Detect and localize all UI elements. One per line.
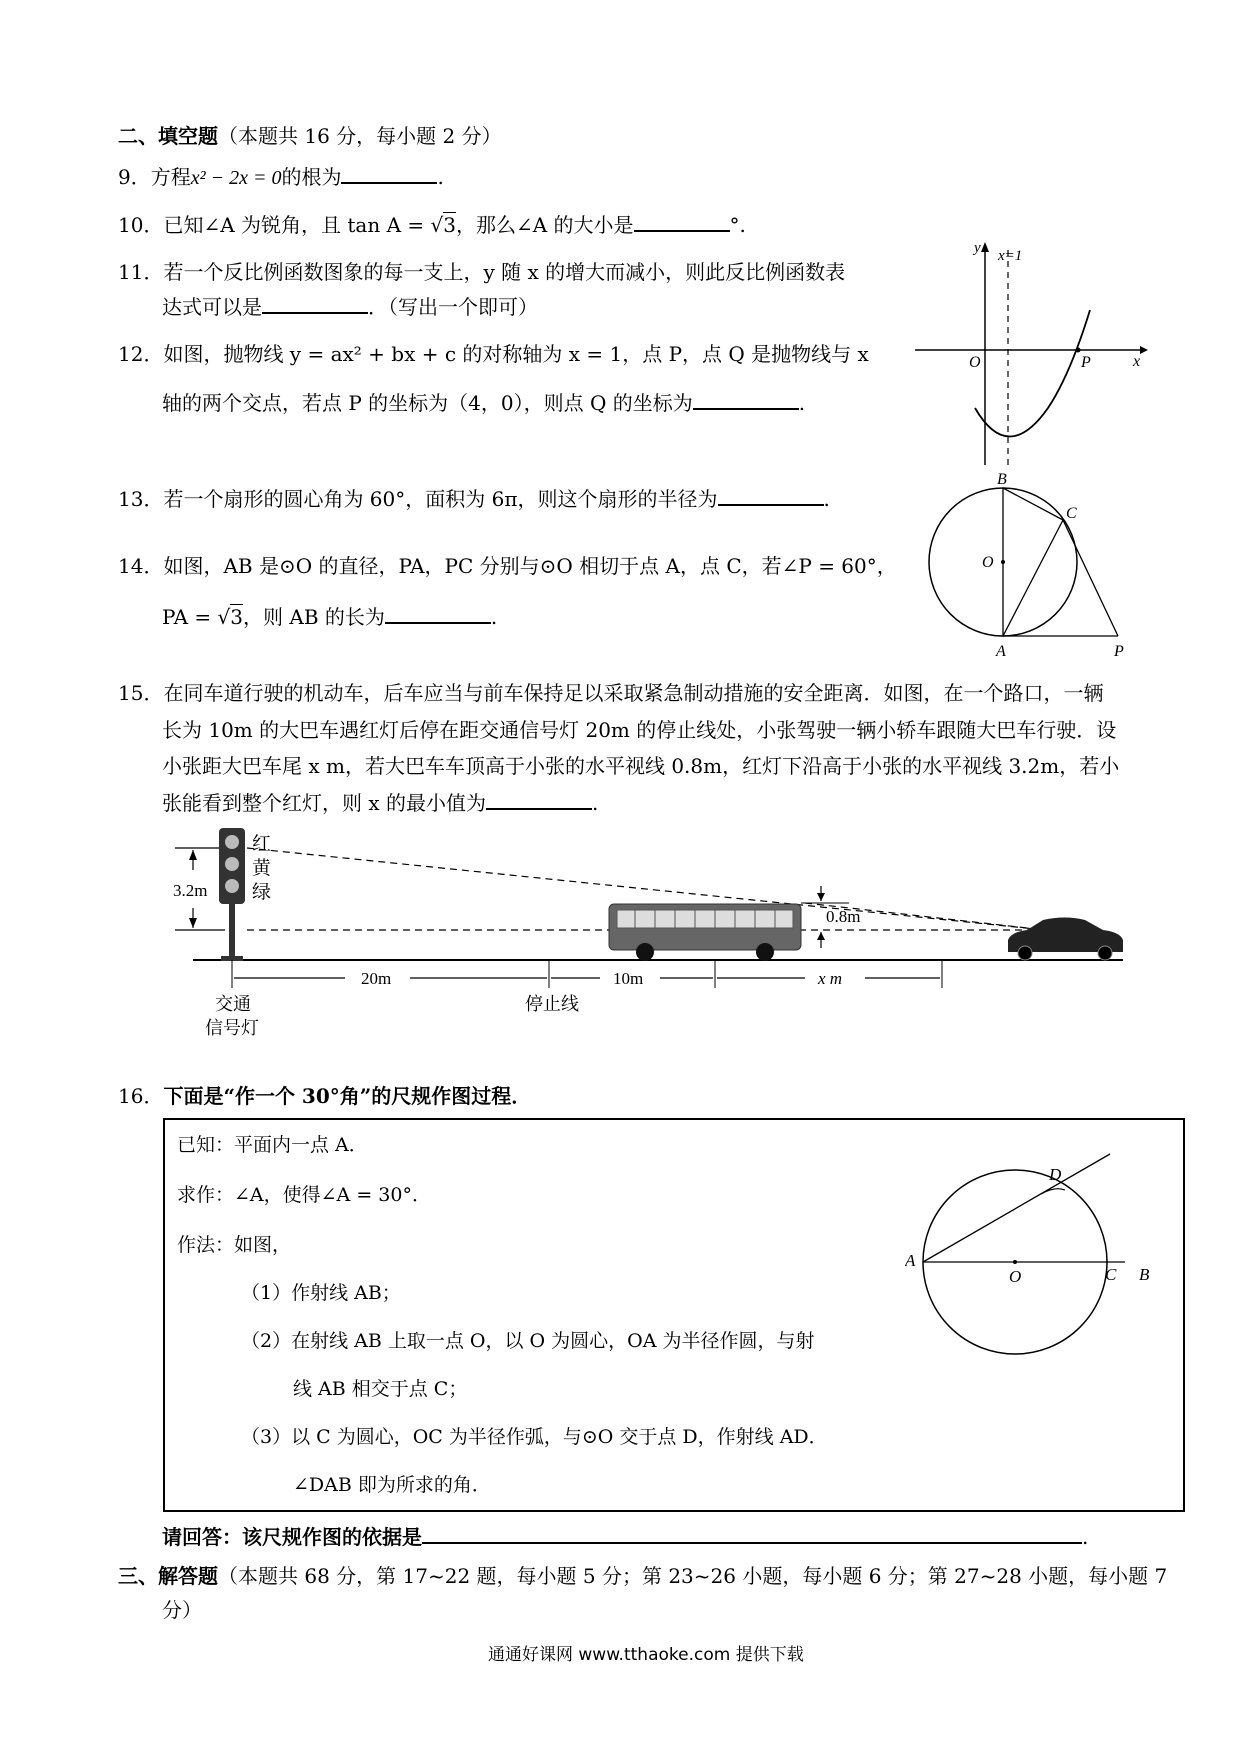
q9-equation: x² − 2x = 0 [190, 167, 282, 189]
q15-end: . [592, 791, 599, 815]
label-c: C [1066, 505, 1077, 522]
q10-number: 10． [118, 213, 164, 237]
q11-number: 11． [118, 260, 164, 284]
arrow-down [189, 918, 197, 928]
q10-text-a: 已知∠A 为锐角，且 tan A = [163, 213, 425, 237]
q16-answer-blank[interactable] [422, 1520, 1082, 1544]
label-light-2: 信号灯 [205, 1018, 259, 1038]
q11-line2a: 达式可以是 [162, 295, 262, 319]
q12-end: . [798, 391, 806, 415]
section-3-title: 三、解答题 [118, 1564, 218, 1588]
label-axis: x=1 [998, 248, 1023, 264]
q15-line4a: 张能看到整个红灯，则 x 的最小值为 [162, 791, 486, 815]
arrow-08-top-head [817, 893, 825, 901]
q15-line3: 小张距大巴车尾 x m，若大巴车车顶高于小张的水平视线 0.8m，红灯下沿高于小张的水平视线 3.2m，若小 [162, 754, 1120, 778]
label-p: P [1114, 643, 1124, 660]
green-light [225, 879, 239, 893]
section-2-note: （本题共 16 分，每小题 2 分） [218, 124, 502, 148]
tangent-pc [1063, 520, 1118, 636]
question-11 [118, 256, 845, 285]
q16-answer-line [162, 1520, 1088, 1550]
question-9 [118, 160, 444, 190]
q14-line1: 如图，AB 是⊙O 的直径，PA，PC 分别与⊙O 相切于点 A，点 C，若∠P = 60°， [163, 554, 897, 578]
q11-line1: 若一个反比例函数图象的每一支上，y 随 x 的增大而减小，则此反比例函数表 [163, 260, 846, 284]
q15-answer-blank[interactable] [486, 786, 592, 810]
q14-end: . [490, 605, 498, 629]
q16-find: 求作：∠A，使得∠A = 30°． [177, 1184, 431, 1206]
q13-answer-blank[interactable] [718, 482, 824, 506]
question-10 [118, 208, 746, 238]
section-3-note-2: 分） [162, 1598, 202, 1622]
point-p [1076, 348, 1081, 353]
label-light-1: 交通 [215, 994, 251, 1014]
label-x: x [1133, 353, 1141, 370]
label-a: A [996, 643, 1006, 660]
label-a: A [905, 1251, 916, 1270]
label-b: B [997, 471, 1007, 488]
label-o: O [1009, 1267, 1022, 1286]
bus-windows [617, 910, 793, 928]
q9-text-a: 方程 [150, 165, 191, 189]
label-10m: 10m [613, 969, 644, 988]
figure-traffic [165, 820, 1155, 1040]
traffic-light-pole [229, 904, 235, 960]
bus-wheel-front [756, 943, 774, 961]
q16-text: 下面是“作一个 30°角”的尺规作图过程． [163, 1084, 532, 1108]
q9-answer-blank[interactable] [341, 160, 437, 184]
question-12 [118, 338, 869, 367]
label-c: C [1105, 1265, 1117, 1284]
label-y: y [974, 240, 981, 256]
q13-text: 若一个扇形的圆心角为 60°，面积为 6π，则这个扇形的半径为 [163, 487, 718, 511]
q12-line2: 轴的两个交点，若点 P 的坐标为（4，0），则点 Q 的坐标为 [162, 391, 693, 415]
label-20m: 20m [361, 969, 392, 988]
label-red: 红 [252, 834, 272, 855]
question-15-line4 [162, 786, 598, 816]
section-3-header [118, 1560, 1167, 1589]
label-b: B [1139, 1265, 1150, 1284]
q11-answer-blank[interactable] [262, 290, 368, 314]
section-3-note: （本题共 68 分，第 17~22 题，每小题 5 分；第 23~26 小题，每小题 6 分；第 27~28 小题，每小题 7 [218, 1564, 1168, 1588]
question-15 [118, 677, 1103, 706]
car-wheel-rear [1018, 946, 1032, 960]
center-o [1001, 560, 1005, 564]
q9-end: . [437, 165, 444, 189]
y-axis-arrow [981, 242, 989, 252]
label-o: O [969, 354, 981, 371]
x-axis-arrow [1140, 346, 1148, 354]
q10-text-b: ，那么∠A 的大小是 [455, 213, 634, 237]
arrow-08-bottom-head [817, 932, 825, 940]
figure-parabola [915, 240, 1155, 465]
q12-answer-blank[interactable] [693, 386, 799, 410]
question-11-line2 [162, 290, 538, 320]
arrow-up [189, 850, 197, 860]
label-o: O [982, 554, 994, 571]
question-14-line2 [162, 600, 497, 630]
figure-construction [905, 1150, 1160, 1365]
q16-known: 已知：平面内一点 A． [177, 1134, 368, 1156]
q14-sqrt-value: 3 [230, 605, 244, 629]
chord-ac [1003, 520, 1063, 636]
q11-line2b: ．（写出一个即可） [368, 295, 538, 319]
label-d: D [1049, 1165, 1062, 1184]
red-light [225, 835, 239, 849]
q14-number: 14． [118, 554, 164, 578]
q16-number: 16． [118, 1084, 164, 1108]
label-stop-line: 停止线 [525, 994, 579, 1014]
question-14 [118, 550, 897, 579]
q12-line1: 如图，抛物线 y = ax² + bx + c 的对称轴为 x = 1，点 P，点 Q 是抛物线与 x [163, 342, 869, 366]
car-wheel-front [1098, 946, 1112, 960]
bus-wheel-rear [636, 943, 654, 961]
label-p: P [1081, 354, 1091, 371]
q14-line2b: ，则 AB 的长为 [243, 605, 385, 629]
q16-answer-prompt: 请回答：该尺规作图的依据是 [162, 1525, 422, 1549]
q16-step1: （1）作射线 AB； [241, 1282, 401, 1304]
yellow-light [225, 857, 239, 871]
chord-bc [1003, 488, 1063, 520]
q13-end: . [823, 487, 830, 511]
question-13 [118, 482, 830, 512]
label-yellow: 黄 [252, 858, 272, 879]
sqrt-symbol: √ [217, 605, 231, 629]
label-height-0-8: 0.8m [826, 907, 861, 926]
q15-line2: 长为 10m 的大巴车遇红灯后停在距交通信号灯 20m 的停止线处，小张驾驶一辆小轿车跟随大巴车行驶．设 [162, 718, 1117, 742]
q10-answer-blank[interactable] [634, 208, 730, 232]
label-xm: x m [818, 969, 843, 988]
page-footer: 通通好课网 www.tthaoke.com 提供下载 [488, 1645, 804, 1665]
q14-answer-blank[interactable] [385, 600, 491, 624]
q10-end: °. [729, 213, 746, 237]
figure-circle-tangent [920, 470, 1140, 665]
q10-sqrt-value: 3 [443, 213, 456, 237]
parabola-curve [975, 310, 1090, 437]
q14-line2a: PA = [162, 605, 212, 629]
question-12-line2 [162, 386, 805, 416]
q16-end: . [1082, 1525, 1089, 1549]
q16-step3a: （3）以 C 为圆心，OC 为半径作弧，与⊙O 交于点 D，作射线 AD． [241, 1426, 828, 1448]
q16-step2a: （2）在射线 AB 上取一点 O，以 O 为圆心，OA 为半径作圆，与射 [241, 1330, 815, 1352]
section-2-title: 二、填空题 [118, 124, 218, 148]
question-16 [118, 1080, 531, 1109]
q15-line1: 在同车道行驶的机动车，后车应当与前车保持足以采取紧急制动措施的安全距离．如图，在一个路口，一辆 [163, 681, 1104, 705]
q16-step3b: ∠DAB 即为所求的角． [293, 1474, 491, 1496]
q9-number: 9． [118, 165, 151, 189]
q16-step2b: 线 AB 相交于点 C； [293, 1378, 468, 1400]
section-2-header [118, 120, 502, 149]
q16-method: 作法：如图， [177, 1234, 292, 1256]
q13-number: 13． [118, 487, 164, 511]
sqrt-symbol: √ [430, 213, 444, 237]
center-o [1013, 1260, 1017, 1264]
label-height-3-2: 3.2m [173, 881, 208, 900]
label-green: 绿 [252, 882, 272, 903]
q15-number: 15． [118, 681, 164, 705]
q12-number: 12． [118, 342, 164, 366]
q9-text-b: 的根为 [281, 165, 342, 189]
